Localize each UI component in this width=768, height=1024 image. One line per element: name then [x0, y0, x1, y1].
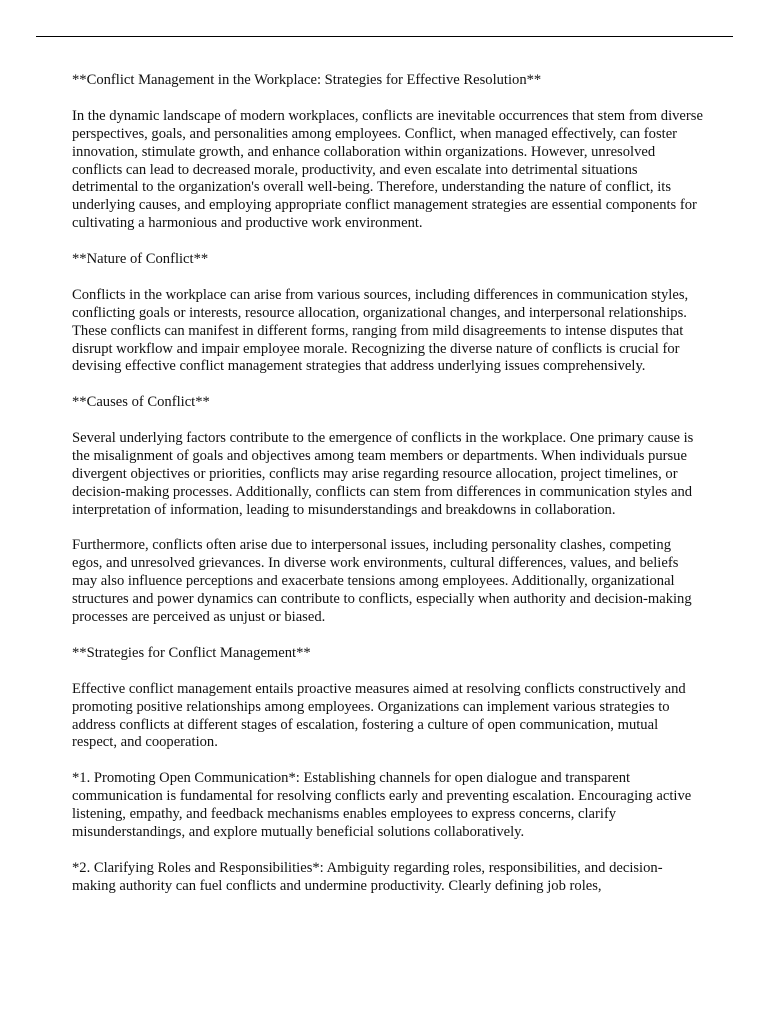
document-title: **Conflict Management in the Workplace: Strategies for Effective Resolution** [72, 72, 542, 88]
strategies-intro-paragraph: Effective conflict management entails proactive measures aimed at resolving conflicts constructively and promoting positive relationships among employees. Organizations can implement various strategies to address conflicts at different stages of escalation, fostering a culture of open communication, mutual respect, and cooperation. [72, 680, 686, 751]
strategy-1-paragraph: *1. Promoting Open Communication*: Establishing channels for open dialogue and transparent communication is fundamental for resolving conflicts early and preventing escalation. Encouraging active listening, empathy, and feedback mechanisms enables employees to express concerns, clarify misunderstandings, and explore mutually beneficial solutions collaboratively. [72, 770, 692, 840]
strategies-heading: **Strategies for Conflict Management** [72, 644, 311, 661]
header-rule [36, 36, 733, 37]
intro-paragraph: In the dynamic landscape of modern workplaces, conflicts are inevitable occurrences that stem from diverse perspectives, goals, and personalities among employees. Conflict, when managed effectively, can foster innovation, stimulate growth, and enhance collaboration within organizations. However, unresolved conflicts can lead to decreased morale, productivity, and even escalate into detrimental situations detrimental to the organization's overall well-being. Therefore, understanding the nature of conflict, its underlying causes, and employing appropriate conflict management strategies are essential components for cultivating a harmonious and productive work environment. [72, 107, 703, 232]
causes-paragraph-1: Several underlying factors contribute to the emergence of conflicts in the workplace. One primary cause is the misalignment of goals and objectives among team members or departments. When individuals pursue divergent objectives or priorities, conflicts may arise regarding resource allocation, project timelines, or decision-making processes. Additionally, conflicts can stem from differences in communication styles and interpretation of information, leading to misunderstandings and breakdowns in collaboration. [72, 430, 694, 518]
causes-paragraph-2: Furthermore, conflicts often arise due to interpersonal issues, including personality clashes, competing egos, and unresolved grievances. In diverse work environments, cultural differences, values, and beliefs may also influence perceptions and exacerbate tensions among employees. Additionally, organizational structures and power dynamics can contribute to conflicts, especially when authority and decision-making processes are perceived as unjust or biased. [72, 537, 692, 626]
nature-heading: **Nature of Conflict** [72, 251, 209, 268]
document-body [72, 72, 704, 913]
strategy-2-paragraph: *2. Clarifying Roles and Responsibilities*: Ambiguity regarding roles, responsibilities, and decision-making authority can fuel conflicts and undermine productivity. Clearly defining job roles, [72, 859, 663, 894]
causes-heading: **Causes of Conflict** [72, 394, 210, 411]
nature-paragraph: Conflicts in the workplace can arise from various sources, including differences in communication styles, conflicting goals or interests, resource allocation, organizational changes, and interpersonal relationships. These conflicts can manifest in different forms, ranging from mild disagreements to intense disputes that disrupt workflow and impair employee morale. Recognizing the diverse nature of conflicts is crucial for devising effective conflict management strategies that address underlying issues comprehensively. [72, 286, 689, 375]
